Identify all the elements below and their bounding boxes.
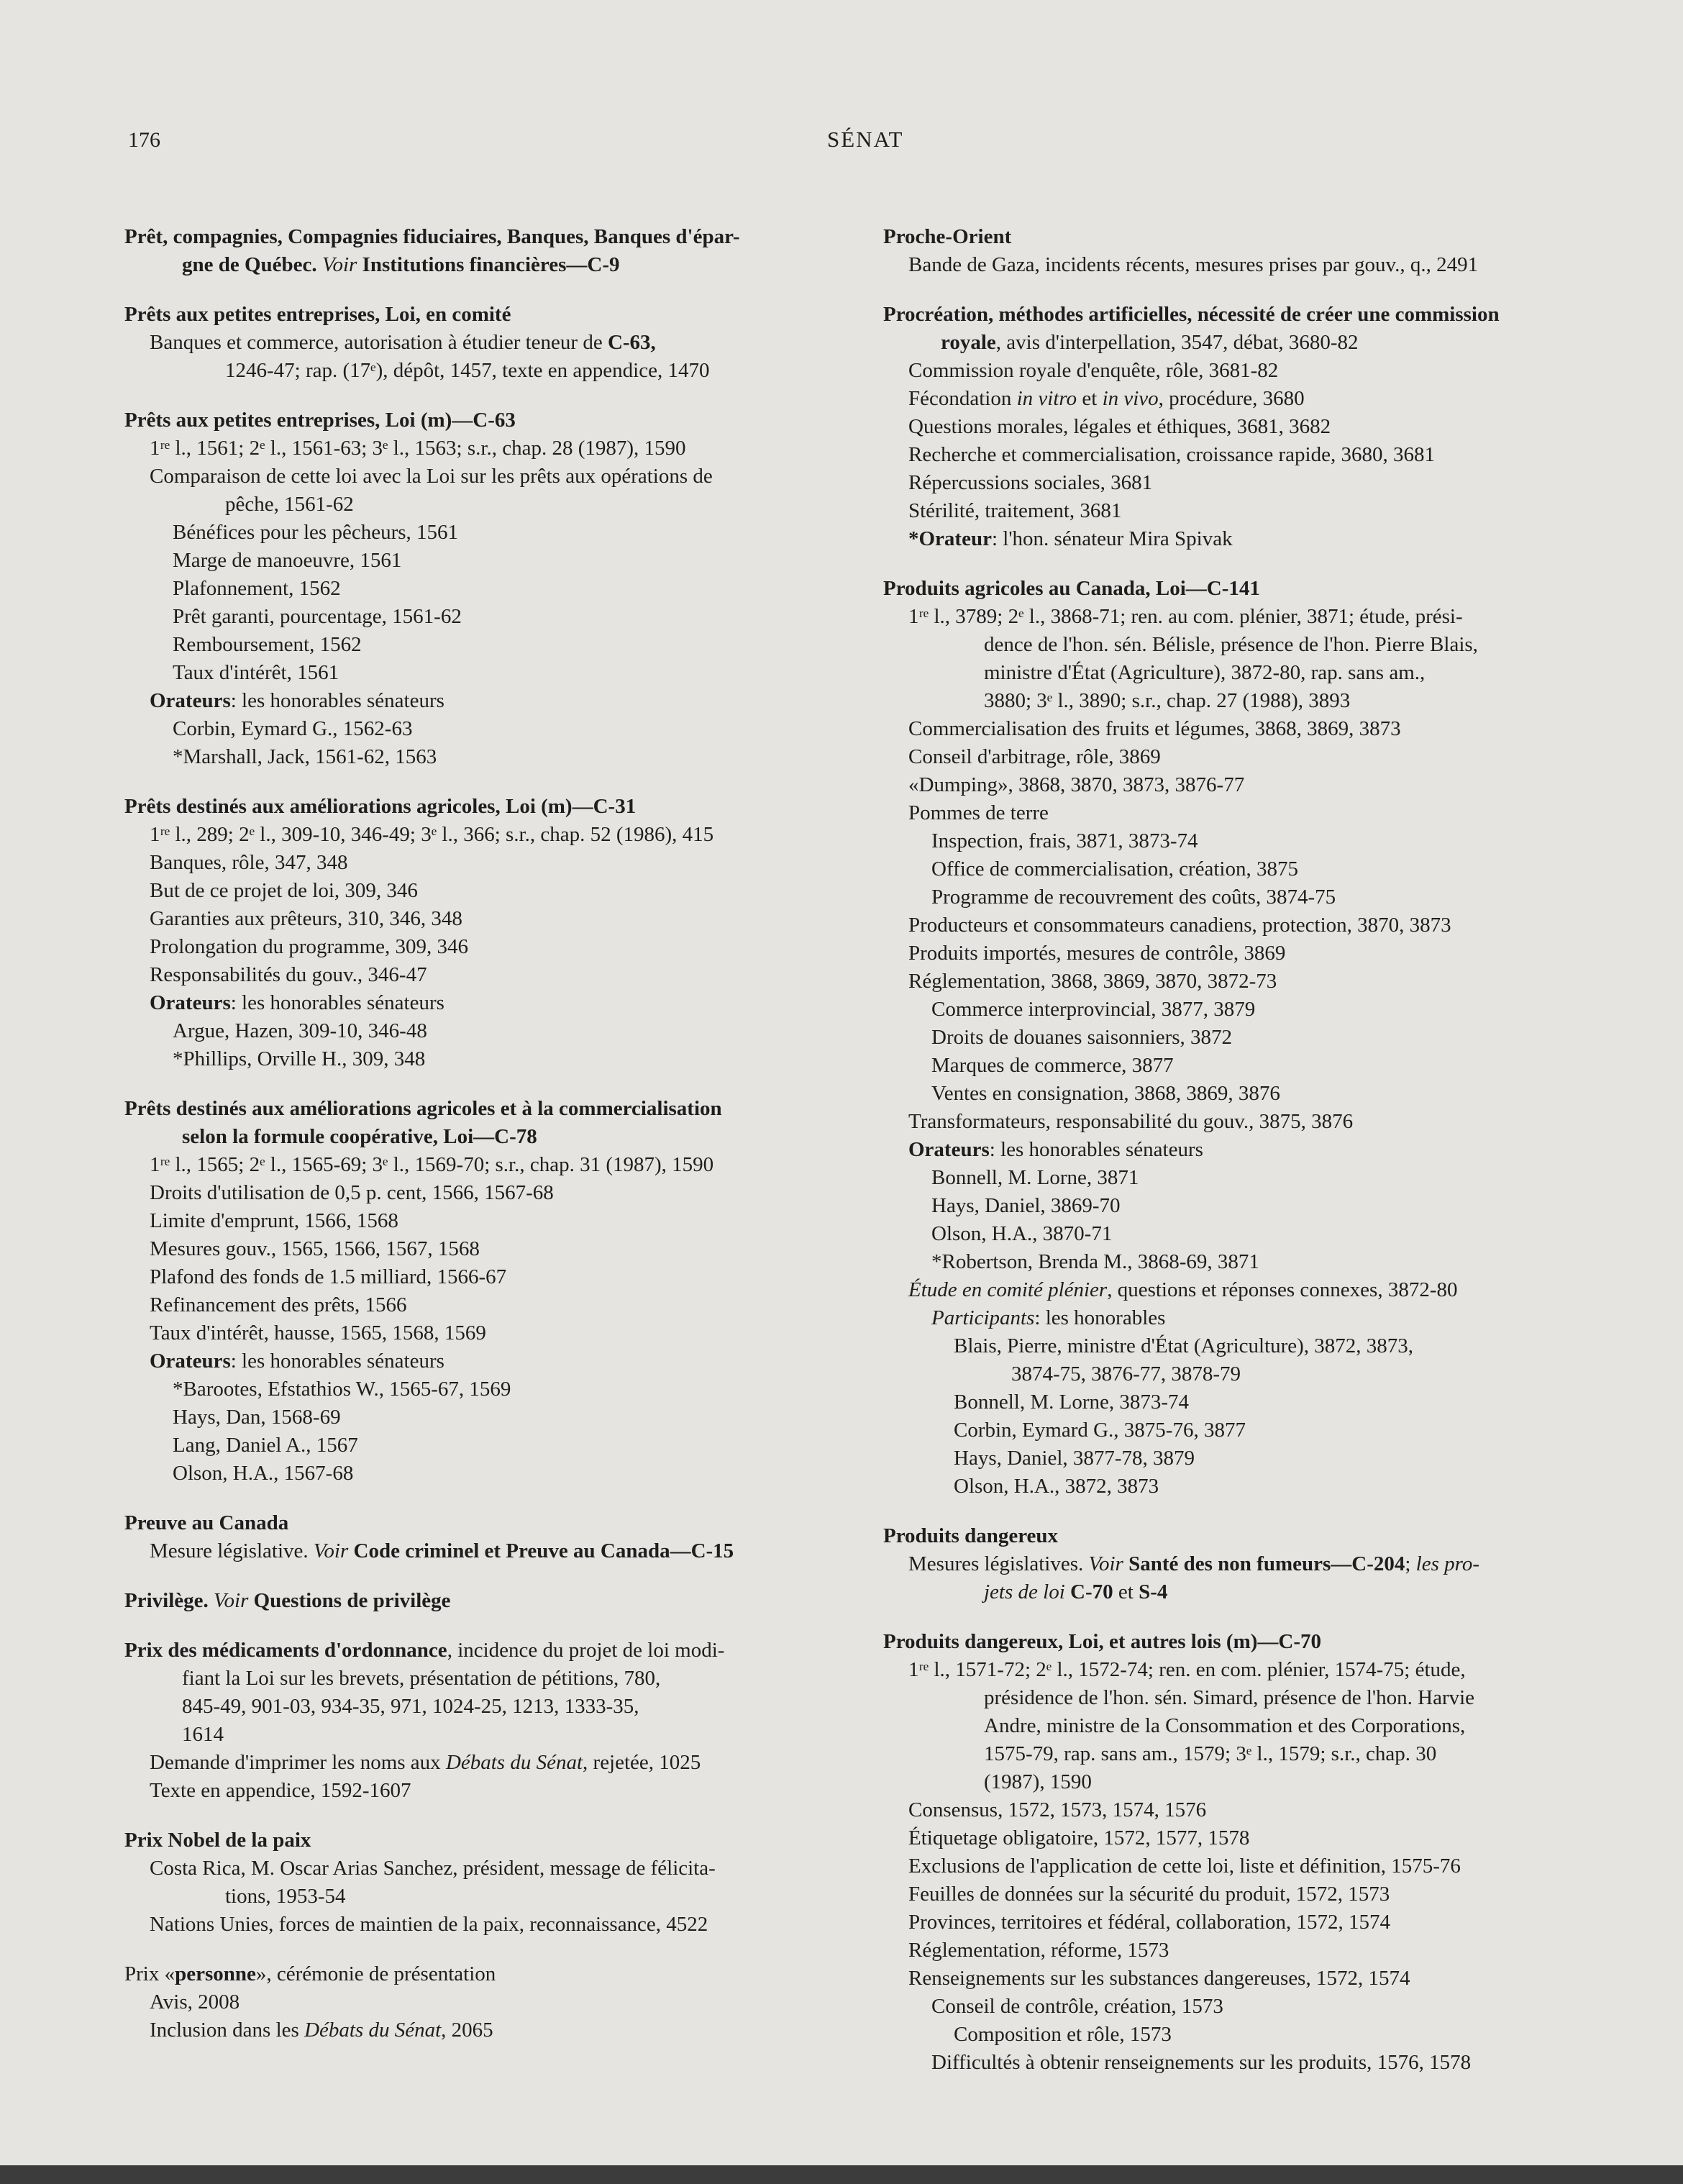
index-text: personne bbox=[175, 1962, 256, 1985]
index-line bbox=[124, 1988, 844, 2016]
index-text: Commerce interprovincial, 3877, 3879 bbox=[931, 998, 1256, 1021]
index-entry bbox=[124, 1095, 844, 1488]
index-text: Commercialisation des fruits et légumes, 3868, 3869, 3873 bbox=[908, 717, 1401, 740]
index-text: in vivo bbox=[1097, 387, 1159, 410]
index-text: Hays, Daniel, 3869-70 bbox=[931, 1194, 1121, 1217]
index-line bbox=[883, 1080, 1602, 1108]
index-text: jets de loi bbox=[984, 1580, 1065, 1603]
index-line bbox=[124, 223, 844, 251]
index-text: Procréation, méthodes artificielles, nécessité de créer une commission bbox=[883, 303, 1500, 326]
index-line bbox=[124, 1045, 844, 1073]
index-text: Réglementation, réforme, 1573 bbox=[908, 1939, 1169, 1962]
index-entry bbox=[124, 1637, 844, 1805]
index-line bbox=[883, 329, 1602, 357]
index-text: Avis, 2008 bbox=[150, 1990, 240, 2014]
index-text: Répercussions sociales, 3681 bbox=[908, 471, 1153, 494]
index-entry bbox=[883, 1522, 1602, 1606]
index-text: 1ʳᵉ l., 1565; 2ᵉ l., 1565-69; 3ᵉ l., 1569-70; s.r., chap. 31 (1987), 1590 bbox=[150, 1153, 714, 1176]
index-text: Produits dangereux, Loi, et autres lois (m)—C-70 bbox=[883, 1630, 1321, 1653]
index-line bbox=[883, 1908, 1602, 1937]
index-line bbox=[124, 1235, 844, 1263]
index-line bbox=[124, 357, 844, 385]
index-line bbox=[883, 1550, 1602, 1578]
index-line bbox=[124, 1509, 844, 1537]
index-text: Hays, Dan, 1568-69 bbox=[173, 1406, 341, 1429]
index-text: *Marshall, Jack, 1561-62, 1563 bbox=[173, 745, 437, 768]
index-line bbox=[883, 968, 1602, 996]
index-line bbox=[883, 497, 1602, 525]
index-text: Débats du Sénat bbox=[298, 2019, 442, 2042]
index-text: ministre d'État (Agriculture), 3872-80, rap. sans am., bbox=[984, 661, 1426, 684]
index-line bbox=[883, 1024, 1602, 1052]
index-line bbox=[124, 1403, 844, 1432]
index-text: Étiquetage obligatoire, 1572, 1577, 1578 bbox=[908, 1826, 1250, 1849]
index-line bbox=[124, 2016, 844, 2044]
index-text: : les honorables sénateurs bbox=[230, 1350, 444, 1373]
index-text: Conseil de contrôle, création, 1573 bbox=[931, 1995, 1223, 2018]
index-text: Commission royale d'enquête, rôle, 3681-82 bbox=[908, 359, 1279, 382]
index-line bbox=[124, 1123, 844, 1151]
index-line bbox=[883, 939, 1602, 968]
index-line bbox=[883, 251, 1602, 279]
index-line bbox=[883, 2049, 1602, 2077]
index-line bbox=[124, 1883, 844, 1911]
index-text: Exclusions de l'application de cette loi, liste et définition, 1575-76 bbox=[908, 1855, 1461, 1878]
index-line bbox=[883, 1824, 1602, 1852]
index-text: Orateurs bbox=[150, 991, 231, 1014]
index-text: Bande de Gaza, incidents récents, mesures prises par gouv., q., 2491 bbox=[908, 253, 1479, 276]
index-line bbox=[124, 1537, 844, 1565]
index-text: et bbox=[1077, 387, 1098, 410]
index-text: Proche-Orient bbox=[883, 225, 1012, 248]
index-text: Argue, Hazen, 309-10, 346-48 bbox=[173, 1019, 427, 1042]
index-text: Hays, Daniel, 3877-78, 3879 bbox=[954, 1447, 1195, 1470]
index-line bbox=[883, 2021, 1602, 2049]
index-line bbox=[883, 1220, 1602, 1248]
index-text: , 2065 bbox=[441, 2019, 493, 2042]
index-line bbox=[883, 1656, 1602, 1684]
index-text: Orateurs bbox=[150, 689, 231, 712]
index-line bbox=[883, 413, 1602, 441]
index-line bbox=[124, 905, 844, 933]
index-entry bbox=[883, 301, 1602, 553]
index-line bbox=[883, 631, 1602, 659]
index-line bbox=[124, 1587, 844, 1615]
index-line bbox=[883, 1192, 1602, 1220]
index-text: Transformateurs, responsabilité du gouv., 3875, 3876 bbox=[908, 1110, 1354, 1133]
index-line bbox=[124, 434, 844, 463]
index-line bbox=[124, 1432, 844, 1460]
index-line bbox=[124, 877, 844, 905]
index-line bbox=[883, 1768, 1602, 1796]
index-line bbox=[124, 1721, 844, 1749]
index-text: Santé des non fumeurs—C-204 bbox=[1123, 1552, 1405, 1575]
index-text: Andre, ministre de la Consommation et des Corporations, bbox=[984, 1714, 1466, 1737]
index-line bbox=[883, 687, 1602, 715]
index-text: Voir bbox=[316, 253, 357, 276]
index-line bbox=[883, 715, 1602, 743]
index-line bbox=[883, 1276, 1602, 1304]
index-text: 1ʳᵉ l., 1561; 2ᵉ l., 1561-63; 3ᵉ l., 1563; s.r., chap. 28 (1987), 1590 bbox=[150, 437, 686, 460]
index-text: Prêts destinés aux améliorations agricoles et à la commercialisation bbox=[124, 1097, 722, 1120]
index-text: Recherche et commercialisation, croissance rapide, 3680, 3681 bbox=[908, 443, 1435, 466]
index-text: Responsabilités du gouv., 346-47 bbox=[150, 963, 427, 986]
index-text: Questions morales, légales et éthiques, 3681, 3682 bbox=[908, 415, 1331, 438]
index-entry bbox=[124, 301, 844, 385]
index-text: ; bbox=[1405, 1552, 1411, 1575]
index-line bbox=[124, 1637, 844, 1665]
index-text: C-63, bbox=[602, 331, 656, 354]
index-text: Mesures gouv., 1565, 1566, 1567, 1568 bbox=[150, 1237, 480, 1260]
index-line bbox=[883, 1796, 1602, 1824]
index-text: Taux d'intérêt, 1561 bbox=[173, 661, 339, 684]
index-line bbox=[883, 1136, 1602, 1164]
index-text: dence de l'hon. sén. Bélisle, présence de l'hon. Pierre Blais, bbox=[984, 633, 1478, 656]
index-text: Plafonnement, 1562 bbox=[173, 577, 341, 600]
index-line bbox=[883, 1388, 1602, 1416]
index-text: : l'hon. sénateur Mira Spivak bbox=[991, 527, 1233, 550]
index-text: Produits dangereux bbox=[883, 1524, 1059, 1547]
index-text: fiant la Loi sur les brevets, présentation de pétitions, 780, bbox=[182, 1667, 661, 1690]
index-line bbox=[883, 1052, 1602, 1080]
index-text: , avis d'interpellation, 3547, débat, 3680-82 bbox=[995, 331, 1359, 354]
index-text: Prêts aux petites entreprises, Loi, en comité bbox=[124, 303, 511, 326]
index-text: Bonnell, M. Lorne, 3873-74 bbox=[954, 1391, 1190, 1414]
index-text: Demande d'imprimer les noms aux bbox=[150, 1751, 441, 1774]
index-line bbox=[124, 463, 844, 491]
index-text: Produits agricoles au Canada, Loi—C-141 bbox=[883, 577, 1260, 600]
index-line bbox=[124, 1263, 844, 1291]
index-line bbox=[883, 1880, 1602, 1908]
index-entry bbox=[124, 406, 844, 771]
index-text: 845-49, 901-03, 934-35, 971, 1024-25, 1213, 1333-35, bbox=[182, 1695, 639, 1718]
index-entry bbox=[124, 1960, 844, 2044]
index-line bbox=[883, 301, 1602, 329]
index-text: Orateurs bbox=[150, 1350, 231, 1373]
index-text: 3880; 3ᵉ l., 3890; s.r., chap. 27 (1988), 3893 bbox=[984, 689, 1351, 712]
index-line bbox=[124, 961, 844, 989]
index-text: royale bbox=[941, 331, 996, 354]
index-line bbox=[124, 1911, 844, 1939]
index-text: Étude en comité plénier bbox=[908, 1278, 1108, 1301]
index-text: , questions et réponses connexes, 3872-80 bbox=[1107, 1278, 1458, 1301]
index-text: Prix des médicaments d'ordonnance bbox=[124, 1639, 447, 1662]
index-text: Bénéfices pour les pêcheurs, 1561 bbox=[173, 521, 459, 544]
index-text: Mesure législative. bbox=[150, 1539, 309, 1562]
index-line bbox=[883, 441, 1602, 469]
index-entry bbox=[883, 1628, 1602, 2077]
index-line bbox=[124, 1151, 844, 1179]
index-text: , incidence du projet de loi modi- bbox=[447, 1639, 725, 1662]
index-line bbox=[124, 406, 844, 434]
index-text: Programme de recouvrement des coûts, 3874-75 bbox=[931, 886, 1336, 909]
index-line bbox=[883, 603, 1602, 631]
index-line bbox=[883, 385, 1602, 413]
index-line bbox=[883, 357, 1602, 385]
index-text: Prix Nobel de la paix bbox=[124, 1829, 311, 1852]
index-line bbox=[883, 1416, 1602, 1444]
index-text: , procédure, 3680 bbox=[1158, 387, 1305, 410]
index-line bbox=[883, 996, 1602, 1024]
index-line bbox=[883, 1360, 1602, 1388]
index-entry bbox=[883, 223, 1602, 279]
running-head: SÉNAT bbox=[827, 127, 904, 152]
index-line bbox=[124, 1095, 844, 1123]
index-text: Olson, H.A., 3870-71 bbox=[931, 1222, 1113, 1245]
index-text: Comparaison de cette loi avec la Loi sur les prêts aux opérations de bbox=[150, 465, 713, 488]
index-text: Pommes de terre bbox=[908, 801, 1049, 824]
index-line bbox=[124, 821, 844, 849]
index-text: Olson, H.A., 3872, 3873 bbox=[954, 1475, 1159, 1498]
index-line bbox=[883, 883, 1602, 911]
index-line bbox=[124, 1855, 844, 1883]
index-text: Code criminel et Preuve au Canada—C-15 bbox=[348, 1539, 734, 1562]
index-text: 1ʳᵉ l., 3789; 2ᵉ l., 3868-71; ren. au com. plénier, 3871; étude, prési- bbox=[908, 605, 1463, 628]
index-line bbox=[124, 1665, 844, 1693]
index-line bbox=[883, 223, 1602, 251]
index-text: Droits d'utilisation de 0,5 p. cent, 1566, 1567-68 bbox=[150, 1181, 554, 1204]
index-text: : les honorables sénateurs bbox=[230, 689, 444, 712]
index-line bbox=[883, 1852, 1602, 1880]
index-text: Voir bbox=[1083, 1552, 1123, 1575]
index-line bbox=[124, 1826, 844, 1855]
index-line bbox=[883, 827, 1602, 855]
index-text: : les honorables sénateurs bbox=[230, 991, 444, 1014]
index-text: *Orateur bbox=[908, 527, 992, 550]
index-line bbox=[124, 1777, 844, 1805]
index-text: Taux d'intérêt, hausse, 1565, 1568, 1569 bbox=[150, 1321, 486, 1344]
index-text: Participants bbox=[931, 1306, 1035, 1329]
index-text: Texte en appendice, 1592-1607 bbox=[150, 1779, 411, 1802]
index-line bbox=[883, 1164, 1602, 1192]
index-text: Conseil d'arbitrage, rôle, 3869 bbox=[908, 745, 1161, 768]
index-text: Mesures législatives. bbox=[908, 1552, 1084, 1575]
index-text: Ventes en consignation, 3868, 3869, 3876 bbox=[931, 1082, 1280, 1105]
index-text: Bonnell, M. Lorne, 3871 bbox=[931, 1166, 1139, 1189]
index-line bbox=[883, 1578, 1602, 1606]
index-text: pêche, 1561-62 bbox=[225, 493, 354, 516]
index-text: les pro- bbox=[1410, 1552, 1480, 1575]
index-text: 1ʳᵉ l., 1571-72; 2ᵉ l., 1572-74; ren. en com. plénier, 1574-75; étude, bbox=[908, 1658, 1466, 1681]
index-text: 1ʳᵉ l., 289; 2ᵉ l., 309-10, 346-49; 3ᵉ l., 366; s.r., chap. 52 (1986), 415 bbox=[150, 823, 714, 846]
index-line bbox=[124, 687, 844, 715]
page-number: 176 bbox=[128, 128, 160, 152]
index-text: Costa Rica, M. Oscar Arias Sanchez, président, message de félicita- bbox=[150, 1857, 716, 1880]
index-text: Office de commercialisation, création, 3875 bbox=[931, 857, 1298, 881]
index-text: gne de Québec. bbox=[182, 253, 317, 276]
index-line bbox=[883, 855, 1602, 883]
index-text: But de ce projet de loi, 309, 346 bbox=[150, 879, 418, 902]
index-text: Inclusion dans les bbox=[150, 2019, 299, 2042]
index-line bbox=[883, 1473, 1602, 1501]
index-line bbox=[124, 1960, 844, 1988]
index-text: 1575-79, rap. sans am., 1579; 3ᵉ l., 1579; s.r., chap. 30 bbox=[984, 1742, 1437, 1765]
index-text: : les honorables bbox=[1034, 1306, 1166, 1329]
index-text: Prix « bbox=[124, 1962, 175, 1985]
index-text: Corbin, Eymard G., 3875-76, 3877 bbox=[954, 1419, 1246, 1442]
index-text: Stérilité, traitement, 3681 bbox=[908, 499, 1122, 522]
index-text: Orateurs bbox=[908, 1138, 990, 1161]
index-line bbox=[883, 469, 1602, 497]
index-line bbox=[124, 1291, 844, 1319]
index-line bbox=[883, 1444, 1602, 1473]
index-line bbox=[124, 519, 844, 547]
index-column-left bbox=[124, 223, 844, 2066]
index-line bbox=[124, 933, 844, 961]
index-line bbox=[883, 1993, 1602, 2021]
index-text: Banques et commerce, autorisation à étudier teneur de bbox=[150, 331, 603, 354]
index-text: Refinancement des prêts, 1566 bbox=[150, 1293, 407, 1316]
index-line bbox=[883, 1628, 1602, 1656]
index-text: Limite d'emprunt, 1566, 1568 bbox=[150, 1209, 398, 1232]
index-line bbox=[124, 989, 844, 1017]
index-text: Nations Unies, forces de maintien de la paix, reconnaissance, 4522 bbox=[150, 1913, 708, 1936]
scan-edge bbox=[0, 2165, 1683, 2184]
index-text: Réglementation, 3868, 3869, 3870, 3872-73 bbox=[908, 970, 1277, 993]
index-line bbox=[124, 575, 844, 603]
index-text: Marge de manoeuvre, 1561 bbox=[173, 549, 402, 572]
index-entry bbox=[124, 1587, 844, 1615]
index-text: Difficultés à obtenir renseignements sur les produits, 1576, 1578 bbox=[931, 2051, 1472, 2074]
index-text: Voir bbox=[208, 1589, 249, 1612]
index-text: *Robertson, Brenda M., 3868-69, 3871 bbox=[931, 1250, 1259, 1273]
index-entry bbox=[124, 1826, 844, 1939]
index-line bbox=[124, 547, 844, 575]
index-text: selon la formule coopérative, Loi—C-78 bbox=[182, 1125, 537, 1148]
index-line bbox=[124, 849, 844, 877]
index-text: Olson, H.A., 1567-68 bbox=[173, 1462, 354, 1485]
index-line bbox=[883, 1248, 1602, 1276]
index-text: Corbin, Eymard G., 1562-63 bbox=[173, 717, 413, 740]
index-text: , rejetée, 1025 bbox=[583, 1751, 701, 1774]
index-text: Prêt, compagnies, Compagnies fiduciaires, Banques, Banques d'épar- bbox=[124, 225, 740, 248]
index-entry bbox=[883, 575, 1602, 1501]
index-text: Renseignements sur les substances dangereuses, 1572, 1574 bbox=[908, 1967, 1410, 1990]
index-text: Inspection, frais, 3871, 3873-74 bbox=[931, 829, 1198, 852]
index-text: Droits de douanes saisonniers, 3872 bbox=[931, 1026, 1233, 1049]
index-line bbox=[883, 911, 1602, 939]
index-line bbox=[124, 1460, 844, 1488]
index-text: Provinces, territoires et fédéral, collaboration, 1572, 1574 bbox=[908, 1911, 1391, 1934]
index-line bbox=[883, 1332, 1602, 1360]
index-text: Plafond des fonds de 1.5 milliard, 1566-67 bbox=[150, 1265, 507, 1288]
index-text: Questions de privilège bbox=[248, 1589, 451, 1612]
index-line bbox=[124, 329, 844, 357]
index-line bbox=[124, 1179, 844, 1207]
index-text: Banques, rôle, 347, 348 bbox=[150, 851, 348, 874]
index-text: Prêts destinés aux améliorations agricoles, Loi (m)—C-31 bbox=[124, 795, 637, 818]
index-text: et bbox=[1113, 1580, 1134, 1603]
index-line bbox=[883, 525, 1602, 553]
index-text: Lang, Daniel A., 1567 bbox=[173, 1434, 358, 1457]
index-line bbox=[124, 1375, 844, 1403]
index-line bbox=[124, 793, 844, 821]
index-text: : les honorables sénateurs bbox=[989, 1138, 1203, 1161]
index-line bbox=[124, 251, 844, 279]
index-line bbox=[883, 771, 1602, 799]
index-line bbox=[124, 1017, 844, 1045]
index-line bbox=[883, 1108, 1602, 1136]
index-line bbox=[124, 659, 844, 687]
index-text: Prolongation du programme, 309, 346 bbox=[150, 935, 469, 958]
index-line bbox=[124, 301, 844, 329]
index-line bbox=[883, 1965, 1602, 1993]
index-text: Fécondation bbox=[908, 387, 1012, 410]
index-line bbox=[124, 1693, 844, 1721]
index-text: Garanties aux prêteurs, 310, 346, 348 bbox=[150, 907, 462, 930]
index-text: S-4 bbox=[1133, 1580, 1168, 1603]
index-text: Remboursement, 1562 bbox=[173, 633, 362, 656]
index-text: Produits importés, mesures de contrôle, 3869 bbox=[908, 942, 1286, 965]
index-line bbox=[883, 799, 1602, 827]
index-text: Feuilles de données sur la sécurité du produit, 1572, 1573 bbox=[908, 1883, 1390, 1906]
index-text: Producteurs et consommateurs canadiens, protection, 3870, 3873 bbox=[908, 914, 1451, 937]
index-text: «Dumping», 3868, 3870, 3873, 3876-77 bbox=[908, 773, 1245, 796]
index-column-right bbox=[883, 223, 1602, 2098]
index-line bbox=[124, 743, 844, 771]
index-entry bbox=[124, 793, 844, 1073]
index-text: Preuve au Canada bbox=[124, 1511, 289, 1534]
index-text: 3874-75, 3876-77, 3878-79 bbox=[1011, 1362, 1241, 1386]
index-text: (1987), 1590 bbox=[984, 1770, 1092, 1793]
index-line bbox=[124, 715, 844, 743]
index-text: Privilège. bbox=[124, 1589, 209, 1612]
index-text: Consensus, 1572, 1573, 1574, 1576 bbox=[908, 1798, 1207, 1821]
index-entry bbox=[124, 223, 844, 279]
index-entry bbox=[124, 1509, 844, 1565]
index-line bbox=[883, 575, 1602, 603]
index-text: Voir bbox=[308, 1539, 349, 1562]
index-text: *Phillips, Orville H., 309, 348 bbox=[173, 1047, 426, 1070]
index-line bbox=[124, 1207, 844, 1235]
index-line bbox=[883, 1684, 1602, 1712]
index-line bbox=[883, 1304, 1602, 1332]
index-text: Débats du Sénat bbox=[440, 1751, 583, 1774]
index-text: Marques de commerce, 3877 bbox=[931, 1054, 1174, 1077]
index-line bbox=[124, 1749, 844, 1777]
index-line bbox=[883, 659, 1602, 687]
index-text: tions, 1953-54 bbox=[225, 1885, 346, 1908]
index-line bbox=[124, 491, 844, 519]
index-line bbox=[883, 1522, 1602, 1550]
index-text: Institutions financières—C-9 bbox=[357, 253, 620, 276]
index-line bbox=[124, 631, 844, 659]
index-text: Prêts aux petites entreprises, Loi (m)—C-63 bbox=[124, 409, 516, 432]
index-text: in vitro bbox=[1011, 387, 1077, 410]
index-text: Prêt garanti, pourcentage, 1561-62 bbox=[173, 605, 462, 628]
index-text: Blais, Pierre, ministre d'État (Agriculture), 3872, 3873, bbox=[954, 1334, 1414, 1357]
index-text: 1246-47; rap. (17ᵉ), dépôt, 1457, texte en appendice, 1470 bbox=[225, 359, 710, 382]
index-line bbox=[124, 1347, 844, 1375]
index-text: *Barootes, Efstathios W., 1565-67, 1569 bbox=[173, 1378, 511, 1401]
index-line bbox=[883, 1937, 1602, 1965]
index-line bbox=[124, 1319, 844, 1347]
index-text: présidence de l'hon. sén. Simard, présence de l'hon. Harvie bbox=[984, 1686, 1475, 1709]
index-text: Composition et rôle, 1573 bbox=[954, 2023, 1172, 2046]
index-line bbox=[124, 603, 844, 631]
index-text: 1614 bbox=[182, 1723, 224, 1746]
index-text: C-70 bbox=[1064, 1580, 1113, 1603]
index-line bbox=[883, 1740, 1602, 1768]
index-line bbox=[883, 1712, 1602, 1740]
index-text: », cérémonie de présentation bbox=[255, 1962, 496, 1985]
index-line bbox=[883, 743, 1602, 771]
